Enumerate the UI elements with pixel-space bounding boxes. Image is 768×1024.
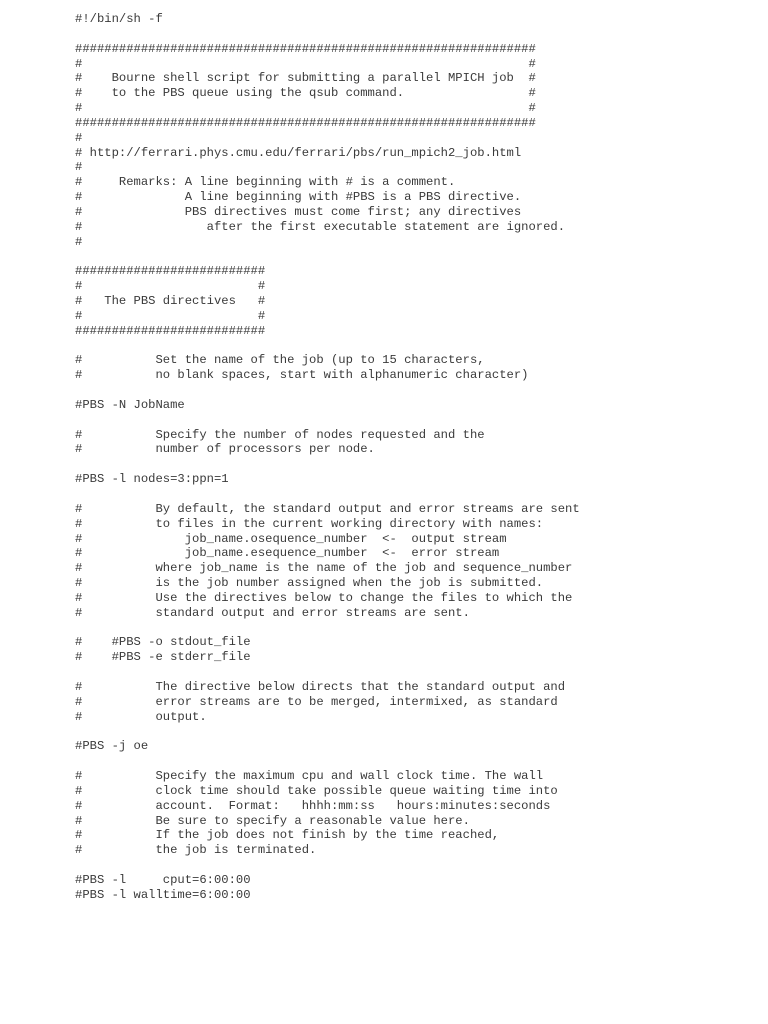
script-line: # error streams are to be merged, intermixed, as standard — [75, 694, 558, 709]
script-line — [75, 383, 755, 398]
script-line: # Bourne shell script for submitting a parallel MPICH job # — [75, 71, 536, 86]
script-line: # PBS directives must come first; any directives — [75, 204, 522, 219]
script-line — [75, 27, 755, 42]
script-line: ############################################################### — [75, 115, 536, 130]
script-line: # The PBS directives # — [75, 294, 266, 309]
script-line: # — [75, 130, 83, 145]
script-line: # job_name.esequence_number <- error stream — [75, 546, 500, 561]
script-line: ############################################################### — [75, 41, 536, 56]
script-line: # A line beginning with #PBS is a PBS directive. — [75, 190, 522, 205]
script-line: #PBS -l walltime=6:00:00 — [75, 887, 251, 902]
script-line: ########################## — [75, 264, 266, 279]
script-line: # # — [75, 279, 266, 294]
script-line: # # — [75, 101, 536, 116]
script-line: # to the PBS queue using the qsub command. # — [75, 86, 536, 101]
script-line: # where job_name is the name of the job and sequence_number — [75, 561, 573, 576]
script-line: # output. — [75, 709, 207, 724]
script-line: #!/bin/sh -f — [75, 12, 163, 26]
script-line: # clock time should take possible queue waiting time into — [75, 783, 558, 798]
script-line: #PBS -j oe — [75, 739, 149, 754]
script-line: # Remarks: A line beginning with # is a comment. — [75, 175, 456, 190]
script-line: # Use the directives below to change the files to which the — [75, 590, 573, 605]
script-line: # number of processors per node. — [75, 442, 375, 457]
script-line — [75, 725, 755, 740]
script-line — [75, 457, 755, 472]
script-line: # standard output and error streams are sent. — [75, 605, 470, 620]
script-line — [75, 339, 755, 354]
script-line: # job_name.osequence_number <- output stream — [75, 531, 507, 546]
script-line: # http://ferrari.phys.cmu.edu/ferrari/pbs/run_mpich2_job.html — [75, 145, 522, 160]
script-line: # no blank spaces, start with alphanumeric character) — [75, 368, 529, 383]
script-line: # Specify the number of nodes requested and the — [75, 427, 485, 442]
script-line: # Be sure to specify a reasonable value here. — [75, 813, 470, 828]
script-line: ########################## — [75, 323, 266, 338]
script-line: #PBS -l cput=6:00:00 — [75, 872, 251, 887]
script-line — [75, 621, 755, 636]
script-line — [75, 665, 755, 680]
script-line: # Specify the maximum cpu and wall clock time. The wall — [75, 769, 544, 784]
script-line: #PBS -l nodes=3:ppn=1 — [75, 472, 229, 487]
script-line: # is the job number assigned when the job is submitted. — [75, 576, 544, 591]
script-line: # after the first executable statement are ignored. — [75, 219, 566, 234]
script-line: # By default, the standard output and error streams are sent — [75, 501, 580, 516]
script-line: # If the job does not finish by the time reached, — [75, 828, 500, 843]
script-line — [75, 754, 755, 769]
script-line — [75, 858, 755, 873]
script-line: # Set the name of the job (up to 15 characters, — [75, 353, 485, 368]
script-line: # — [75, 234, 83, 249]
script-line: # # — [75, 308, 266, 323]
script-line: # #PBS -e stderr_file — [75, 650, 251, 665]
script-line: # the job is terminated. — [75, 843, 317, 858]
script-line: # to files in the current working directory with names: — [75, 516, 544, 531]
script-line: # — [75, 160, 83, 175]
script-line: #PBS -N JobName — [75, 397, 185, 412]
script-line — [75, 487, 755, 502]
script-line: # #PBS -o stdout_file — [75, 635, 251, 650]
script-document — [75, 12, 755, 903]
script-line: # account. Format: hhhh:mm:ss hours:minutes:seconds — [75, 798, 551, 813]
script-line — [75, 413, 755, 428]
script-line — [75, 250, 755, 265]
script-line: # The directive below directs that the standard output and — [75, 679, 566, 694]
script-line: # # — [75, 56, 536, 71]
